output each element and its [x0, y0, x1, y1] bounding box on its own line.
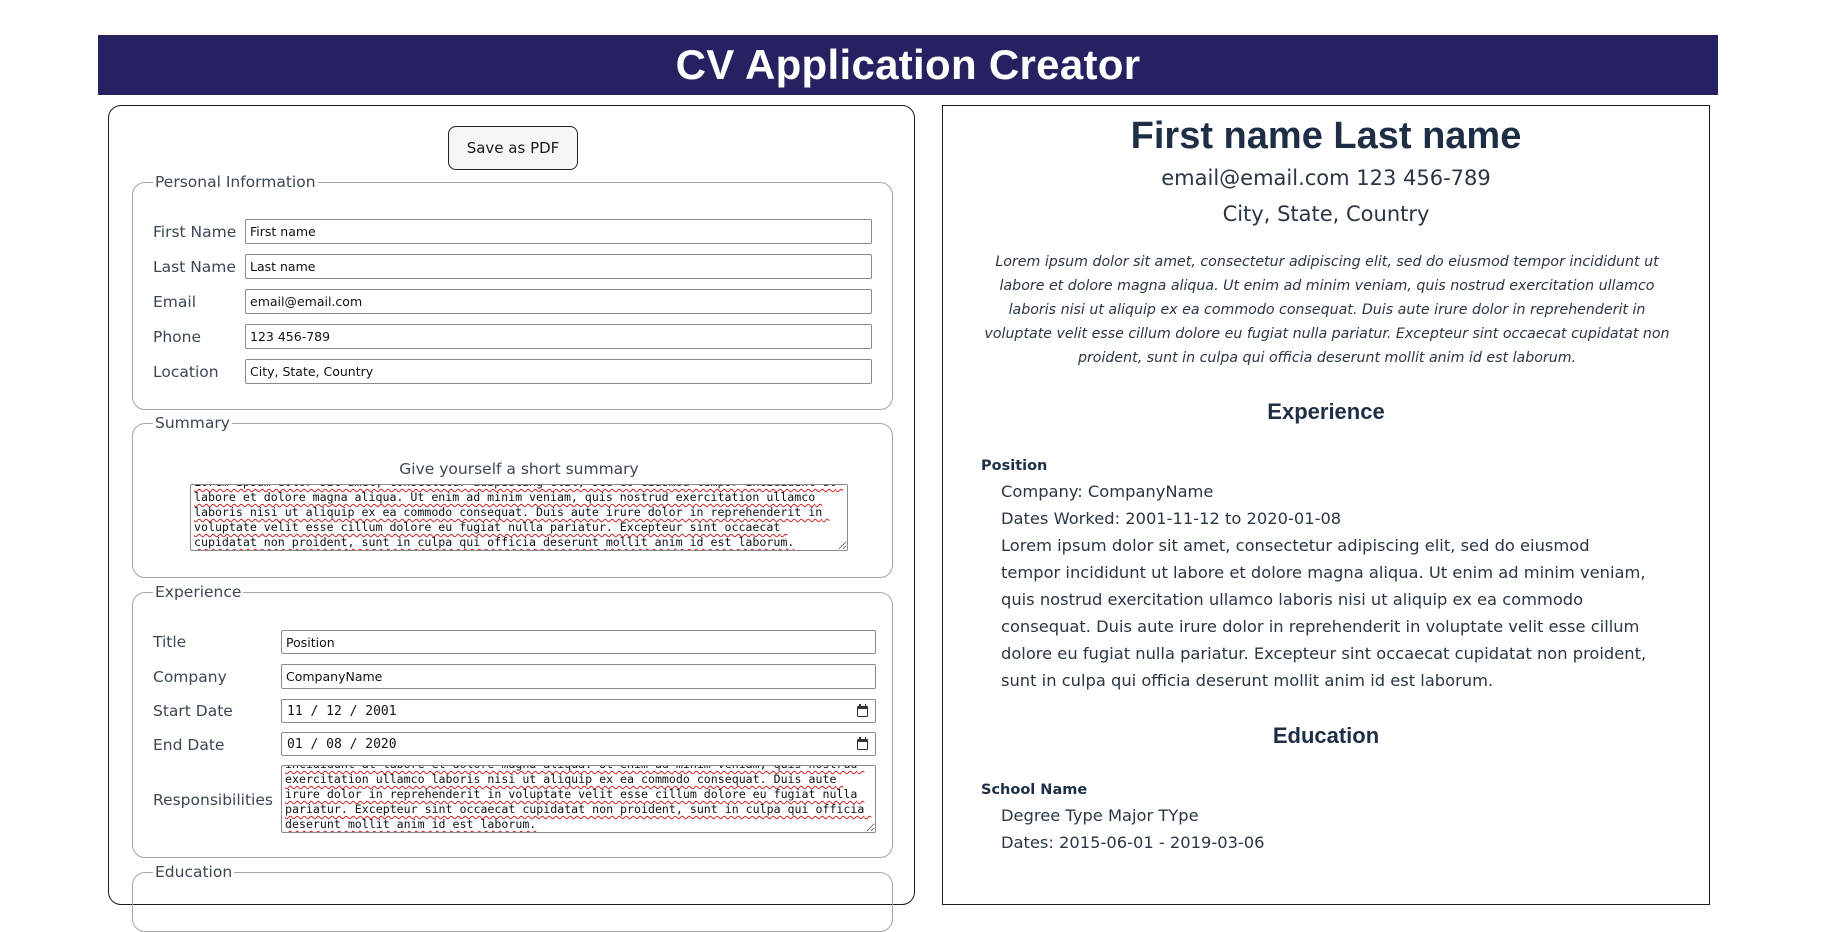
cv-position: Position [981, 458, 1048, 474]
summary-legend: Summary [155, 414, 230, 432]
cv-summary: Lorem ipsum dolor sit amet, consectetur adipiscing elit, sed do eiusmod tempor incididunt ut labore et dolore magna aliqua. Ut enim ad minim veniam, quis nostrud exercitation ullamco laboris nisi ut aliquip ex ea commodo consequat. Duis aute irure dolor in reprehenderit in voluptate velit esse cillum dolore eu fugiat nulla pariatur. Excepteur sint occaecat cupidatat non proident, sunt in culpa qui officia deserunt mollit anim id est laborum. [984, 254, 1670, 366]
company-input[interactable] [281, 664, 876, 689]
cv-degree: Degree Type Major TYpe [1001, 806, 1199, 825]
cv-company: Company: CompanyName [1001, 482, 1214, 501]
last-name-input[interactable] [245, 254, 872, 279]
cv-experience-heading: Experience [1267, 399, 1385, 424]
email-label: Email [153, 293, 197, 311]
education-fieldset [132, 863, 893, 932]
education-legend: Education [155, 863, 233, 881]
cv-education-dates: Dates: 2015-06-01 - 2019-03-06 [1001, 833, 1265, 852]
last-name-label: Last Name [153, 258, 236, 276]
summary-prompt: Give yourself a short summary [399, 460, 639, 478]
end-date-value: 01 / 08 / 2020 [287, 736, 397, 752]
cv-preview-panel [942, 105, 1710, 905]
start-date-value: 11 / 12 / 2001 [287, 703, 397, 719]
start-date-input[interactable] [281, 699, 876, 723]
summary-textarea[interactable] [190, 484, 848, 551]
responsibilities-textarea[interactable] [281, 765, 876, 833]
title-label: Title [153, 633, 187, 651]
calendar-icon[interactable] [857, 706, 868, 717]
cv-education-heading: Education [1272, 723, 1380, 748]
location-input[interactable] [245, 359, 872, 384]
cv-school-name: School Name [981, 782, 1088, 798]
responsibilities-label: Responsibilities [153, 791, 273, 809]
company-label: Company [153, 668, 227, 686]
end-date-label: End Date [153, 736, 225, 754]
save-as-pdf-button[interactable]: Save as PDF [448, 126, 578, 170]
personal-information-legend: Personal Information [155, 173, 316, 191]
title-input[interactable] [281, 630, 876, 654]
calendar-icon[interactable] [857, 739, 868, 750]
phone-label: Phone [153, 328, 202, 346]
cv-dates-worked: Dates Worked: 2001-11-12 to 2020-01-08 [1001, 509, 1342, 528]
phone-input[interactable] [245, 324, 872, 349]
location-label: Location [153, 363, 219, 381]
app-title: CV Application Creator [675, 41, 1141, 88]
cv-contact: email@email.com 123 456-789 [1161, 166, 1491, 190]
start-date-label: Start Date [153, 702, 233, 720]
app-header [98, 35, 1718, 95]
email-input[interactable] [245, 289, 872, 314]
end-date-input[interactable] [281, 732, 876, 756]
cv-location: City, State, Country [1222, 202, 1430, 226]
first-name-label: First Name [153, 223, 237, 241]
cv-experience-description: Lorem ipsum dolor sit amet, consectetur adipiscing elit, sed do eiusmod tempor incididunt ut labore et dolore magna aliqua. Ut enim ad minim veniam, quis nostrud exercitation ullamco laboris nisi ut aliquip ex ea commodo consequat. Duis aute irure dolor in reprehenderit in voluptate velit esse cillum dolore eu fugiat nulla pariatur. Excepteur sint occaecat cupidatat non proident, sunt in culpa qui officia deserunt mollit anim id est laborum. [1001, 536, 1647, 690]
experience-legend: Experience [155, 583, 242, 601]
cv-name: First name Last name [1130, 115, 1522, 157]
first-name-input[interactable] [245, 219, 872, 244]
